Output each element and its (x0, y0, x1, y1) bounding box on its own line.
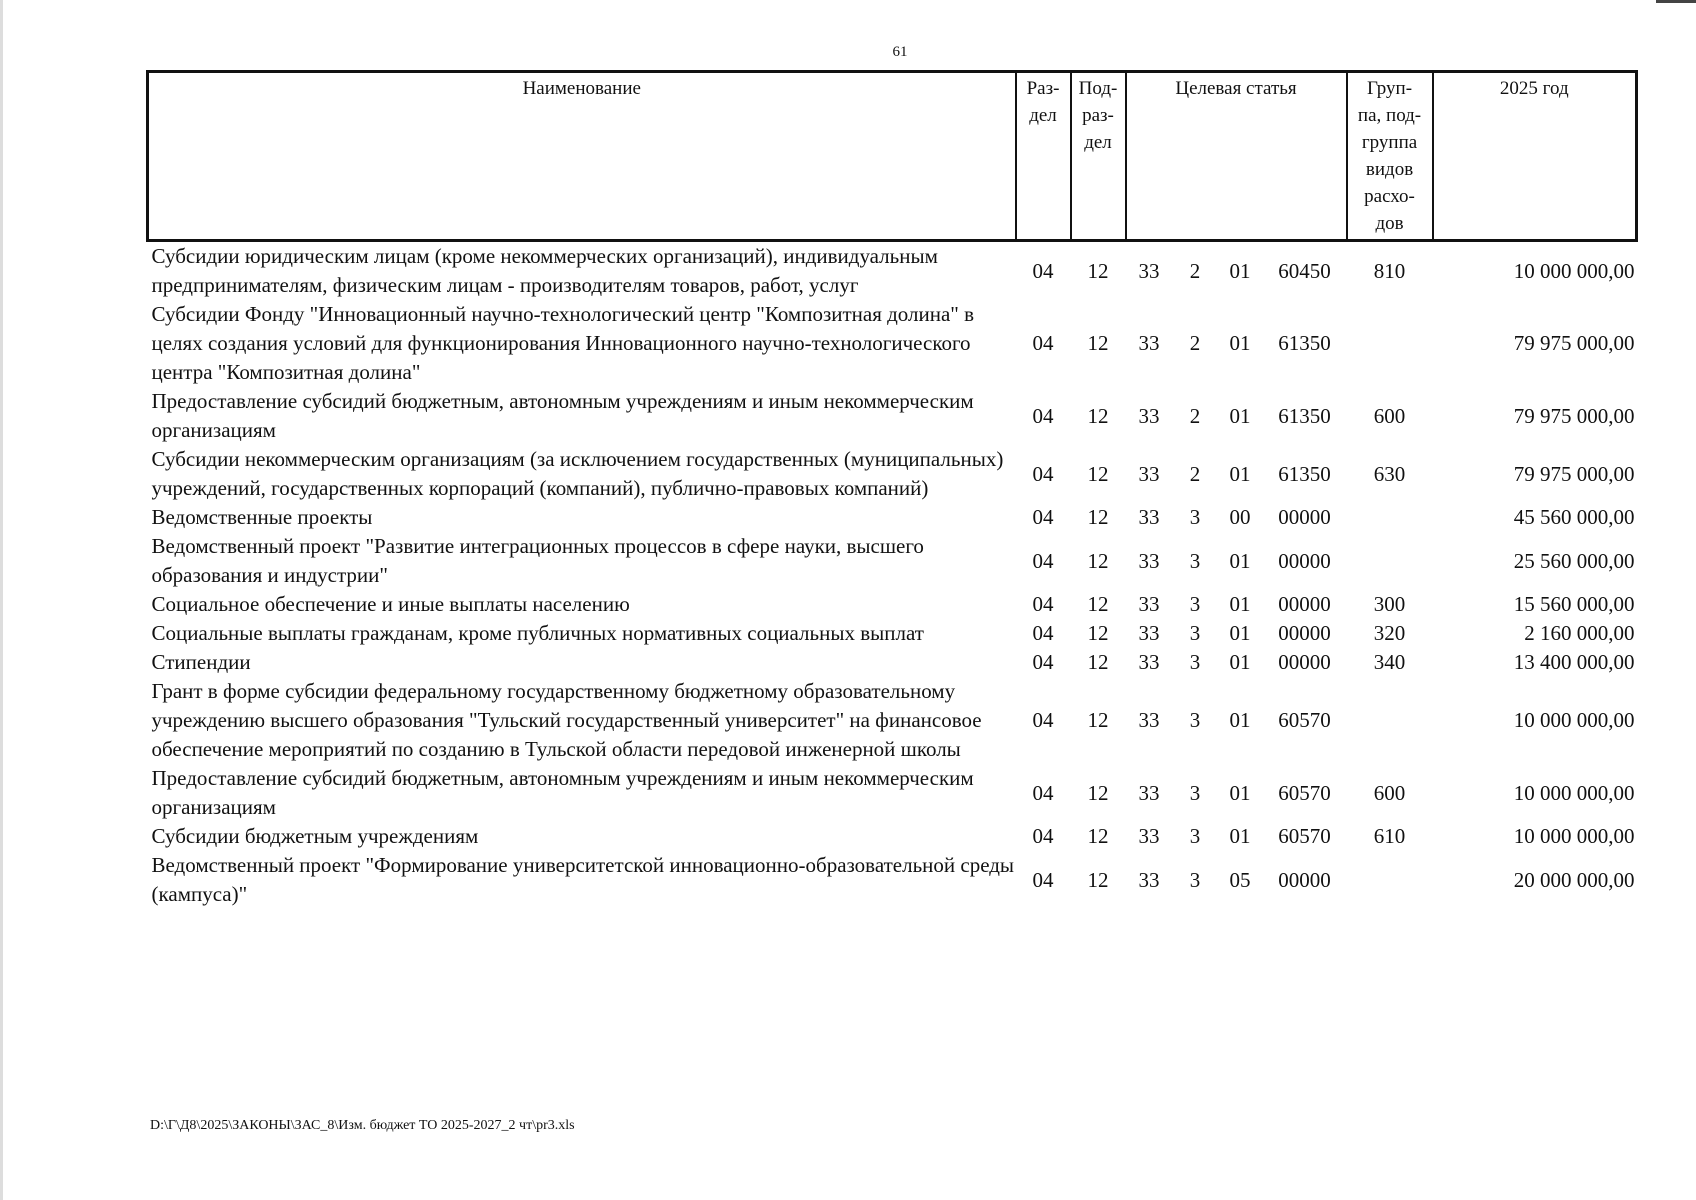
row-expense-group: 600 (1373, 780, 1406, 805)
row-razdel: 04 (1032, 331, 1054, 355)
row-amount: 10 000 000,00 (1513, 258, 1635, 283)
row-target-type: 3 (1189, 592, 1201, 616)
row-amount: 79 975 000,00 (1513, 331, 1635, 355)
row-amount: 79 975 000,00 (1513, 461, 1635, 486)
table-row (148, 503, 1637, 532)
row-expense-group (1347, 532, 1433, 590)
row-target-structure: 01 (1229, 331, 1251, 355)
row-target-type: 3 (1189, 548, 1201, 573)
header-expense-group: Груп- па, под- группа видов расхо- дов (1347, 72, 1433, 241)
row-podrazdel: 12 (1087, 505, 1109, 529)
budget-table (146, 70, 1638, 909)
row-name: Ведомственные проекты (151, 505, 373, 529)
row-target-structure: 01 (1229, 824, 1251, 848)
table-row (148, 851, 1637, 909)
row-target-direction: 61350 (1278, 331, 1331, 355)
header-year: 2025 год (1433, 72, 1637, 241)
row-name: Социальные выплаты гражданам, кроме публичных нормативных социальных выплат (151, 621, 924, 645)
row-podrazdel: 12 (1087, 258, 1109, 283)
row-amount: 25 560 000,00 (1513, 548, 1635, 573)
row-expense-group: 320 (1373, 621, 1406, 645)
row-name: Ведомственный проект "Формирование университетской инновационно-образовательной среды (кампуса)" (151, 853, 1015, 906)
row-target-direction: 00000 (1278, 621, 1331, 645)
row-podrazdel: 12 (1087, 548, 1109, 573)
row-target-structure: 05 (1229, 867, 1251, 892)
table-row (148, 241, 1637, 301)
row-expense-group: 340 (1373, 650, 1406, 674)
row-podrazdel: 12 (1087, 650, 1109, 674)
row-target-program: 33 (1138, 258, 1160, 283)
row-expense-group: 300 (1373, 592, 1406, 616)
row-name: Грант в форме субсидии федеральному государственному бюджетному образовательному учреждению высшего образования "Тульский государственный университет" на финансовое обеспечение мероприятий по созданию в Тульской области передовой инженерной школы (151, 679, 982, 761)
row-target-type: 3 (1189, 621, 1201, 645)
table-row (148, 677, 1637, 764)
row-name: Стипендии (151, 650, 251, 674)
header-podrazdel: Под- раз- дел (1071, 72, 1126, 241)
row-podrazdel: 12 (1087, 824, 1109, 848)
row-name: Предоставление субсидий бюджетным, автономным учреждениям и иным некоммерческим организациям (151, 766, 974, 819)
row-expense-group: 610 (1373, 824, 1406, 848)
row-target-structure: 01 (1229, 258, 1251, 283)
row-target-direction: 61350 (1278, 403, 1331, 428)
row-amount: 20 000 000,00 (1513, 867, 1635, 892)
row-expense-group: 810 (1373, 258, 1406, 283)
row-target-program: 33 (1138, 867, 1160, 892)
row-podrazdel: 12 (1087, 621, 1109, 645)
row-target-type: 3 (1189, 708, 1201, 732)
row-target-program: 33 (1138, 592, 1160, 616)
row-target-program: 33 (1138, 548, 1160, 573)
row-target-program: 33 (1138, 461, 1160, 486)
row-target-direction: 60450 (1278, 258, 1331, 283)
row-target-program: 33 (1138, 824, 1160, 848)
row-target-structure: 01 (1229, 403, 1251, 428)
row-razdel: 04 (1032, 824, 1054, 848)
row-amount: 13 400 000,00 (1513, 650, 1635, 674)
row-amount: 10 000 000,00 (1513, 824, 1635, 848)
row-target-program: 33 (1138, 708, 1160, 732)
row-razdel: 04 (1032, 708, 1054, 732)
table-row (148, 445, 1637, 503)
table-row (148, 590, 1637, 619)
row-amount: 10 000 000,00 (1513, 708, 1635, 732)
row-amount: 45 560 000,00 (1513, 505, 1635, 529)
row-target-type: 3 (1189, 650, 1201, 674)
row-target-program: 33 (1138, 780, 1160, 805)
row-expense-group: 630 (1373, 461, 1406, 486)
row-podrazdel: 12 (1087, 708, 1109, 732)
row-target-direction: 00000 (1278, 650, 1331, 674)
row-target-structure: 01 (1229, 780, 1251, 805)
table-body (148, 241, 1637, 910)
row-expense-group (1347, 851, 1433, 909)
row-target-direction: 60570 (1278, 780, 1331, 805)
row-razdel: 04 (1032, 548, 1054, 573)
row-razdel: 04 (1032, 621, 1054, 645)
table-row (148, 764, 1637, 822)
row-expense-group (1347, 300, 1433, 387)
row-expense-group (1347, 503, 1433, 532)
row-target-direction: 60570 (1278, 824, 1331, 848)
row-podrazdel: 12 (1087, 461, 1109, 486)
row-razdel: 04 (1032, 505, 1054, 529)
file-path-footer: D:\Г\Д8\2025\ЗАКОНЫ\ЗАС_8\Изм. бюджет ТО 2025-2027_2 чт\pr3.xls (150, 1118, 575, 1133)
row-podrazdel: 12 (1087, 780, 1109, 805)
row-razdel: 04 (1032, 258, 1054, 283)
row-target-program: 33 (1138, 331, 1160, 355)
row-name: Субсидии Фонду "Инновационный научно-технологический центр "Композитная долина" в целях создания условий для функционирования Инновационного научно-технологического центра "Композитная долина" (151, 302, 975, 384)
row-amount: 79 975 000,00 (1513, 403, 1635, 428)
row-name: Субсидии юридическим лицам (кроме некоммерческих организаций), индивидуальным предпринимателям, физическим лицам - производителям товаров, работ, услуг (151, 244, 938, 297)
row-target-direction: 00000 (1278, 592, 1331, 616)
row-target-program: 33 (1138, 505, 1160, 529)
row-name: Ведомственный проект "Развитие интеграционных процессов в сфере науки, высшего образования и индустрии" (151, 534, 924, 587)
row-podrazdel: 12 (1087, 592, 1109, 616)
table-row (148, 532, 1637, 590)
table-row (148, 822, 1637, 851)
row-target-type: 2 (1189, 403, 1201, 428)
row-target-type: 2 (1189, 461, 1201, 486)
row-target-structure: 01 (1229, 461, 1251, 486)
row-target-type: 3 (1189, 824, 1201, 848)
row-target-type: 3 (1189, 505, 1201, 529)
row-target-structure: 01 (1229, 650, 1251, 674)
header-target-article: Целевая статья (1126, 72, 1347, 241)
row-razdel: 04 (1032, 650, 1054, 674)
table-row (148, 387, 1637, 445)
row-podrazdel: 12 (1087, 867, 1109, 892)
row-target-type: 3 (1189, 780, 1201, 805)
row-amount: 15 560 000,00 (1513, 592, 1635, 616)
page-number: 61 (892, 44, 908, 60)
row-target-direction: 00000 (1278, 867, 1331, 892)
table-row (148, 648, 1637, 677)
row-razdel: 04 (1032, 403, 1054, 428)
row-amount: 10 000 000,00 (1513, 780, 1635, 805)
row-name: Предоставление субсидий бюджетным, автономным учреждениям и иным некоммерческим организациям (151, 389, 974, 442)
row-target-program: 33 (1138, 650, 1160, 674)
row-target-structure: 01 (1229, 548, 1251, 573)
table-row (148, 619, 1637, 648)
row-target-type: 2 (1189, 258, 1201, 283)
row-target-direction: 00000 (1278, 505, 1331, 529)
row-target-structure: 01 (1229, 592, 1251, 616)
row-razdel: 04 (1032, 780, 1054, 805)
row-razdel: 04 (1032, 867, 1054, 892)
row-target-type: 3 (1189, 867, 1201, 892)
row-amount: 2 160 000,00 (1524, 621, 1635, 645)
row-expense-group (1347, 677, 1433, 764)
row-target-direction: 61350 (1278, 461, 1331, 486)
row-razdel: 04 (1032, 592, 1054, 616)
row-razdel: 04 (1032, 461, 1054, 486)
row-podrazdel: 12 (1087, 403, 1109, 428)
row-name: Субсидии некоммерческим организациям (за исключением государственных (муниципальных) учреждений, государственных корпораций (компаний), публично-правовых компаний) (151, 447, 1004, 500)
row-expense-group: 600 (1373, 403, 1406, 428)
row-target-program: 33 (1138, 621, 1160, 645)
header-razdel: Раз- дел (1016, 72, 1071, 241)
row-target-structure: 00 (1229, 505, 1251, 529)
row-target-type: 2 (1189, 331, 1201, 355)
table-row (148, 300, 1637, 387)
row-target-program: 33 (1138, 403, 1160, 428)
row-name: Субсидии бюджетным учреждениям (151, 824, 479, 848)
row-target-structure: 01 (1229, 621, 1251, 645)
row-target-direction: 00000 (1278, 548, 1331, 573)
table-header-row (148, 72, 1637, 241)
header-name: Наименование (148, 72, 1016, 241)
row-podrazdel: 12 (1087, 331, 1109, 355)
row-target-direction: 60570 (1278, 708, 1331, 732)
row-target-structure: 01 (1229, 708, 1251, 732)
row-name: Социальное обеспечение и иные выплаты населению (151, 592, 630, 616)
scan-mark (1656, 0, 1696, 3)
scan-edge (0, 0, 3, 1200)
